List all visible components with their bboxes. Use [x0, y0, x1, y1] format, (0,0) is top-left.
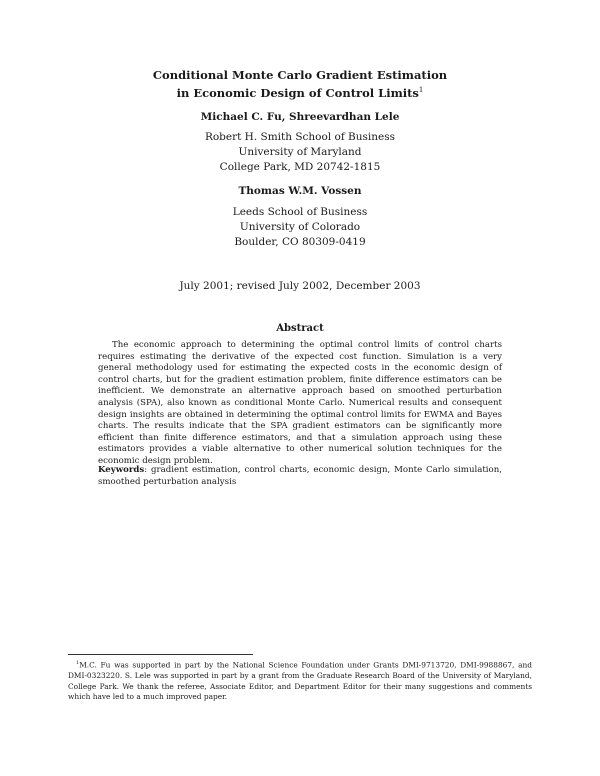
footnote-mark: 1 — [76, 660, 80, 666]
affiliation-secondary-line-2: University of Colorado — [239, 221, 361, 233]
footnote-divider — [68, 654, 253, 655]
abstract-body: The economic approach to determining the optimal control limits of control charts requires estimating the derivative of the expected cost function. Simulation is a very general methodology used for estimating the expected costs in the economic design of control charts, but for the gradient estimation problem, finite difference estimators can be inefficient. We demonstrate an alternative approach based on smoothed perturbation analysis (SPA), also known as conditional Monte Carlo. Numerical results and consequent design insights are obtained in determining the optimal control limits for EWMA and Bayes charts. The results indicate that the SPA gradient estimators can be significantly more efficient than finite difference estimators, and that a simulation approach using these estimators provides a viable alternative to other numerical solution techniques for the economic design problem. — [98, 340, 502, 466]
footnote-text: M.C. Fu was supported in part by the National Science Foundation under Grants DMI-9713720, DMI-9988867, and DMI-0323220. S. Lele was supported in part by a grant from the Graduate Research Board of the University of Maryland, College Park. We thank the referee, Associate Editor, and Department Editor for their many suggestions and comments which have led to a much improved paper. — [68, 660, 532, 702]
paper-title — [0, 68, 600, 101]
keywords-text: gradient estimation, control charts, economic design, Monte Carlo simulation, smoothed perturbation analysis — [98, 465, 502, 487]
affiliation-secondary-line-3: Boulder, CO 80309-0419 — [234, 236, 366, 248]
affiliation-primary-line-2: University of Maryland — [238, 146, 362, 158]
affiliation-secondary — [0, 205, 600, 250]
affiliation-primary-line-3: College Park, MD 20742-1815 — [219, 161, 381, 173]
abstract-heading: Abstract — [276, 323, 324, 334]
footnote — [68, 658, 532, 703]
revision-date: July 2001; revised July 2002, December 2003 — [179, 280, 421, 292]
affiliation-secondary-line-1: Leeds School of Business — [232, 206, 368, 218]
affiliation-primary-line-1: Robert H. Smith School of Business — [204, 131, 396, 143]
title-footnote-mark: 1 — [418, 86, 424, 94]
keywords-label: Keywords — [98, 465, 145, 475]
keywords: Keywords: gradient estimation, control charts, economic design, Monte Carlo simulation, smoothed perturbation analysis — [98, 465, 502, 487]
title-line-2-text: in Economic Design of Control Limits — [176, 85, 419, 100]
authors-secondary: Thomas W.M. Vossen — [238, 185, 362, 197]
title-line-2 — [0, 83, 600, 101]
affiliation-primary — [0, 130, 600, 175]
authors-primary: Michael C. Fu, Shreevardhan Lele — [200, 111, 400, 123]
title-line-1: Conditional Monte Carlo Gradient Estimation — [152, 68, 448, 82]
